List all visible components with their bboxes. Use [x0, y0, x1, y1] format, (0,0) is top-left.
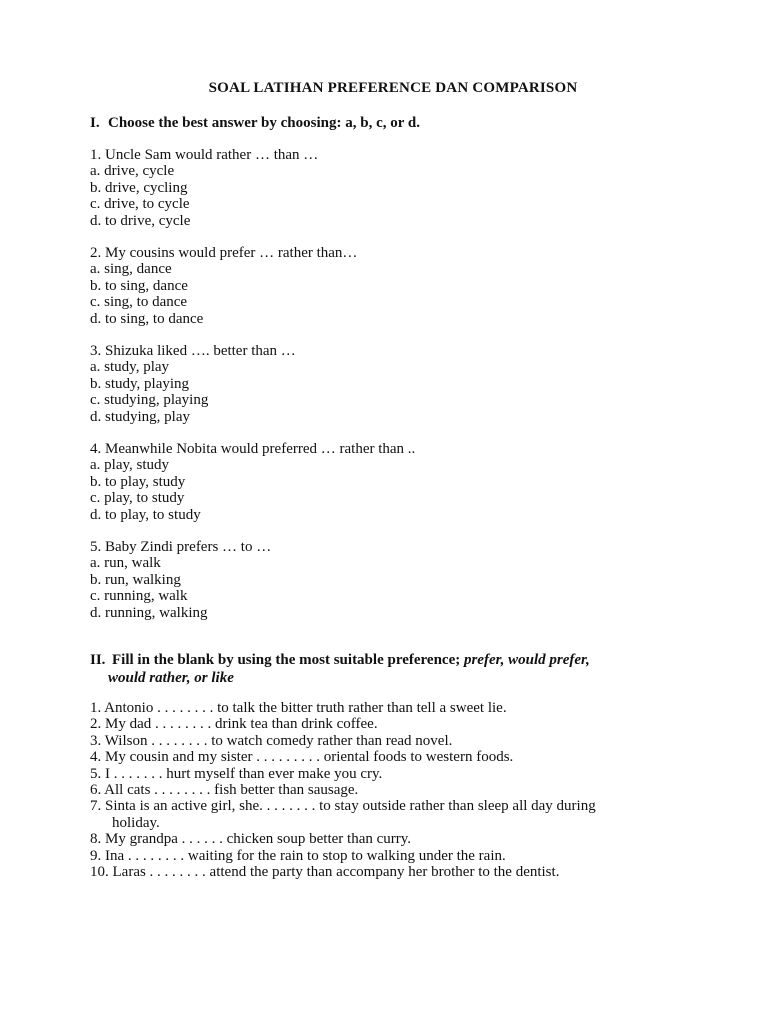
section-2-options: prefer, would prefer,: [463, 652, 590, 668]
question-stem: 1. Uncle Sam would rather … than …: [90, 147, 319, 163]
option-b: b. drive, cycling: [90, 179, 188, 196]
section-2-options-cont: would rather, or like: [108, 670, 234, 686]
option-c: c. play, to study: [90, 490, 185, 507]
option-c: c. sing, to dance: [90, 294, 188, 311]
option-b: b. to sing, dance: [90, 277, 188, 294]
question-4: [90, 441, 415, 523]
option-a: a. sing, dance: [90, 261, 172, 278]
question-stem: 2. My cousins would prefer … rather than…: [90, 245, 358, 261]
fill-in-list: [90, 700, 710, 880]
option-b: b. to play, study: [90, 473, 186, 490]
page-title: SOAL LATIHAN PREFERENCE DAN COMPARISON: [208, 80, 578, 96]
section-1-number: I.: [90, 115, 100, 131]
option-d: d. studying, play: [90, 408, 190, 425]
option-d: d. to play, to study: [90, 506, 201, 523]
option-a: a. study, play: [90, 359, 170, 376]
section-2-number: II.: [90, 652, 106, 668]
option-c: c. studying, playing: [90, 392, 209, 409]
option-a: a. play, study: [90, 457, 170, 474]
list-item: 3. Wilson . . . . . . . . to watch comedy rather than read novel.: [90, 732, 453, 749]
section-2-instruction: Fill in the blank by using the most suitable preference;: [112, 652, 461, 668]
option-a: a. drive, cycle: [90, 163, 175, 180]
option-b: b. study, playing: [90, 375, 190, 392]
list-item-continuation: holiday.: [112, 814, 160, 831]
question-2: [90, 245, 357, 327]
section-1-heading: [90, 114, 420, 132]
question-5: [90, 539, 271, 621]
option-d: d. to sing, to dance: [90, 310, 204, 327]
question-stem: 3. Shizuka liked …. better than …: [90, 343, 296, 359]
question-1: [90, 147, 318, 229]
list-item: 8. My grandpa . . . . . . chicken soup better than curry.: [90, 831, 412, 848]
list-item: 6. All cats . . . . . . . . fish better than sausage.: [90, 782, 359, 799]
question-3: [90, 343, 296, 425]
list-item: 9. Ina . . . . . . . . waiting for the rain to stop to walking under the rain.: [90, 847, 506, 864]
list-item: 5. I . . . . . . . hurt myself than ever make you cry.: [90, 765, 383, 782]
option-c: c. running, walk: [90, 588, 188, 605]
section-1-instruction: Choose the best answer by choosing: a, b, c, or d.: [108, 115, 420, 131]
list-item: 1. Antonio . . . . . . . . to talk the bitter truth rather than tell a sweet lie.: [90, 700, 507, 716]
option-a: a. run, walk: [90, 555, 161, 572]
list-item: 10. Laras . . . . . . . . attend the party than accompany her brother to the dentist.: [90, 864, 560, 881]
question-stem: 4. Meanwhile Nobita would preferred … rather than ..: [90, 441, 416, 457]
question-stem: 5. Baby Zindi prefers … to …: [90, 539, 272, 555]
option-d: d. running, walking: [90, 604, 208, 621]
list-item: 7. Sinta is an active girl, she. . . . . . . . to stay outside rather than sleep all day during: [90, 798, 596, 815]
list-item: 4. My cousin and my sister . . . . . . . . . oriental foods to western foods.: [90, 749, 514, 766]
option-c: c. drive, to cycle: [90, 196, 190, 213]
section-2-heading: [90, 651, 590, 687]
option-d: d. to drive, cycle: [90, 212, 191, 229]
list-item: 2. My dad . . . . . . . . drink tea than drink coffee.: [90, 716, 378, 733]
option-b: b. run, walking: [90, 571, 181, 588]
